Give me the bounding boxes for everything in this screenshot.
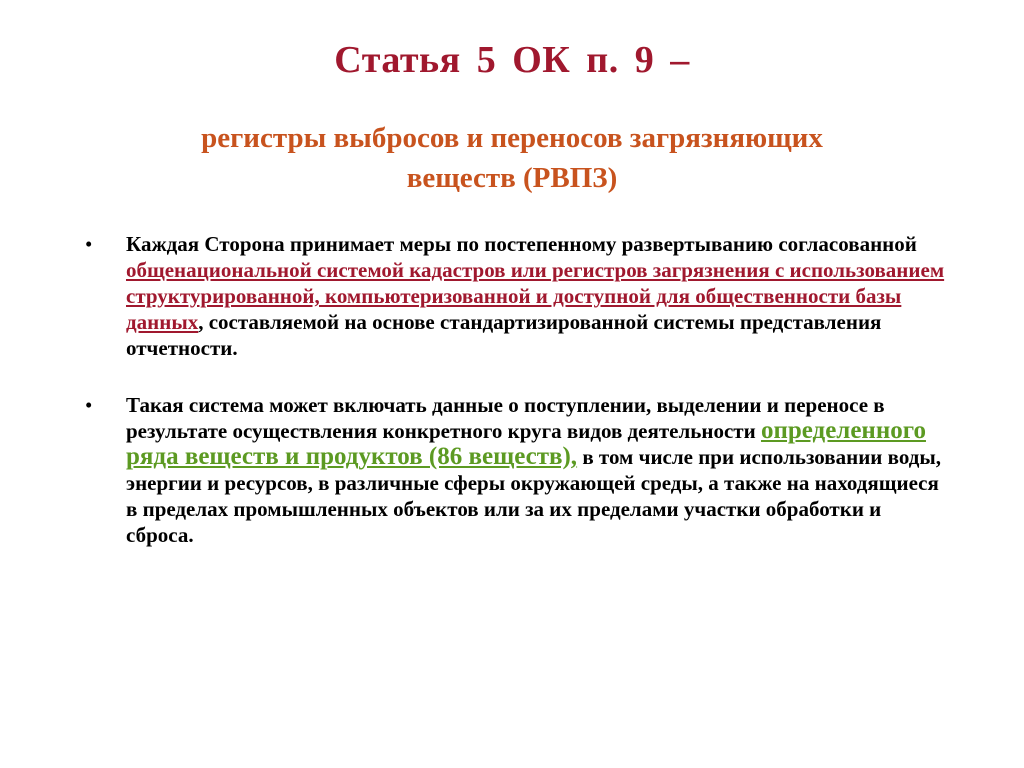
bullet-item-1: [85, 231, 945, 361]
subtitle-line-1: регистры выбросов и переносов загрязняющих: [201, 122, 823, 154]
subtitle-line-2: веществ (РВПЗ): [406, 162, 618, 194]
bullet-marker-icon: •: [85, 232, 93, 256]
bullet-1-text-before: Каждая Сторона принимает меры по постепенному развертыванию согласованной: [126, 232, 917, 256]
bullet-1-link[interactable]: общенациональной системой кадастров или регистров загрязнения с использованием структурированной, компьютеризованной и доступной для общественности базы данных: [126, 258, 945, 334]
bullet-list: [85, 231, 945, 548]
bullet-item-2: [85, 392, 945, 548]
slide-subtitle: [112, 118, 912, 198]
bullet-1-text-after: , составляемой на основе стандартизированной системы представления отчетности.: [126, 310, 882, 360]
bullet-2-text-after: в том числе при использовании воды, энергии и ресурсов, в различные сферы окружающей среды, а также на находящиеся в пределах промышленных объектов или за их пределами участки обработки и сброса.: [126, 445, 942, 547]
bullet-2-link[interactable]: определенного ряда веществ и продуктов (86 веществ),: [126, 417, 926, 470]
bullet-2-text-before: Такая система может включать данные о поступлении, выделении и переносе в результате осуществления конкретного круга видов деятельности: [126, 393, 885, 443]
slide-title: Статья 5 ОК п. 9 –: [334, 39, 690, 81]
bullet-marker-icon: •: [85, 393, 93, 417]
